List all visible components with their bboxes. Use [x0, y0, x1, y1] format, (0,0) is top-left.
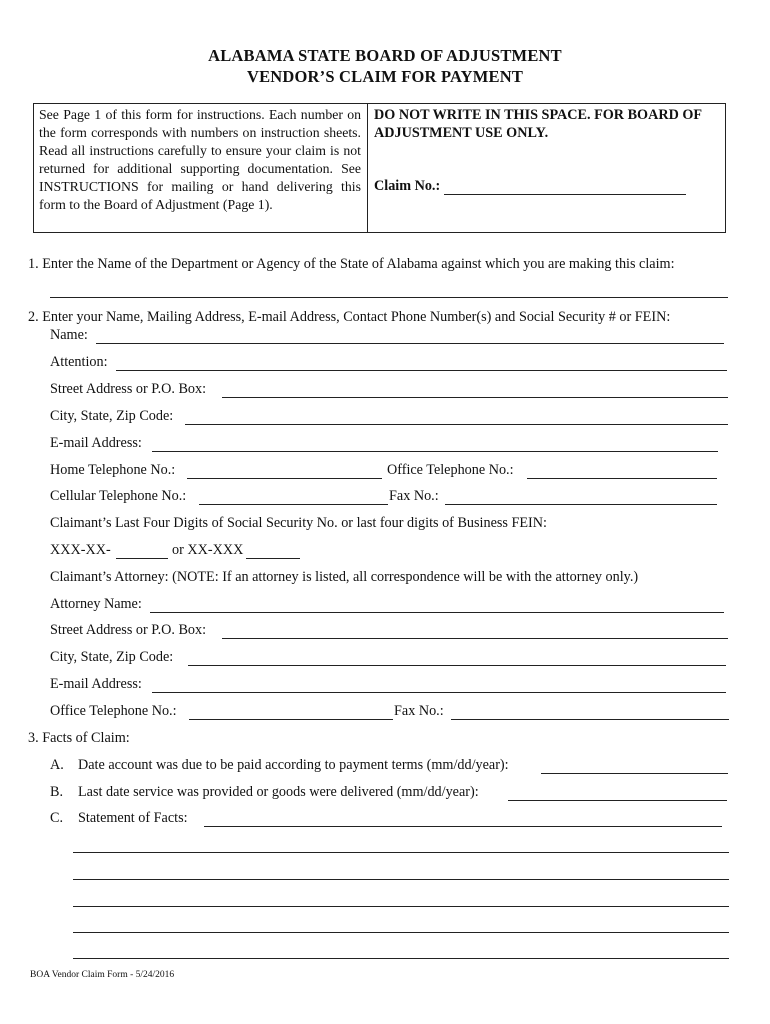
attention-label: Attention:	[50, 354, 108, 370]
street-address-field[interactable]	[222, 397, 728, 398]
item-b-label: Last date service was provided or goods were delivered (mm/dd/year):	[78, 784, 479, 800]
statement-line[interactable]	[73, 879, 729, 880]
ssn-format-label: XXX-XX-	[50, 542, 111, 558]
instructions-box	[33, 103, 726, 233]
item-c-label: Statement of Facts:	[78, 810, 188, 826]
item-a-label: Date account was due to be paid according to payment terms (mm/dd/year):	[78, 757, 509, 773]
cell-phone-label: Cellular Telephone No.:	[50, 488, 187, 504]
item-b-marker: B.	[50, 784, 64, 800]
item-a-marker: A.	[50, 757, 64, 773]
attorney-city-label: City, State, Zip Code:	[50, 649, 174, 665]
attorney-name-label: Attorney Name:	[50, 596, 142, 612]
street-address-label: Street Address or P.O. Box:	[50, 381, 207, 397]
fein-format-label: or XX-XXX	[172, 542, 244, 558]
office-phone-field[interactable]	[527, 478, 717, 479]
office-use-notice: DO NOT WRITE IN THIS SPACE. FOR BOARD OF ADJUSTMENT USE ONLY.	[374, 107, 702, 141]
claim-number-field[interactable]	[444, 194, 686, 195]
attorney-note: Claimant’s Attorney: (NOTE: If an attorney is listed, all correspondence will be with the attorney only.)	[50, 569, 639, 585]
attorney-street-label: Street Address or P.O. Box:	[50, 622, 207, 638]
item-c-marker: C.	[50, 810, 64, 826]
city-state-zip-label: City, State, Zip Code:	[50, 408, 174, 424]
section-3-heading: 3. Facts of Claim:	[28, 730, 130, 746]
attorney-email-field[interactable]	[152, 692, 726, 693]
home-phone-label: Home Telephone No.:	[50, 462, 176, 478]
home-phone-field[interactable]	[187, 478, 382, 479]
attorney-email-label: E-mail Address:	[50, 676, 142, 692]
statement-line[interactable]	[73, 932, 729, 933]
due-date-field[interactable]	[541, 773, 728, 774]
form-footer: BOA Vendor Claim Form - 5/24/2016	[30, 970, 175, 980]
statement-of-facts-field[interactable]	[204, 826, 722, 827]
fax-field[interactable]	[445, 504, 717, 505]
form-title: ALABAMA STATE BOARD OF ADJUSTMENT	[208, 46, 562, 65]
attention-field[interactable]	[116, 370, 727, 371]
attorney-city-field[interactable]	[188, 665, 726, 666]
fax-label: Fax No.:	[389, 488, 439, 504]
name-field[interactable]	[96, 343, 724, 344]
statement-line[interactable]	[73, 906, 729, 907]
ssn-fein-instruction: Claimant’s Last Four Digits of Social Security No. or last four digits of Business FEIN:	[50, 515, 547, 531]
form-subtitle: VENDOR’S CLAIM FOR PAYMENT	[246, 67, 524, 86]
claim-number-label: Claim No.:	[374, 178, 441, 194]
city-state-zip-field[interactable]	[185, 424, 728, 425]
name-label: Name:	[50, 327, 88, 343]
cell-phone-field[interactable]	[199, 504, 388, 505]
instructions-text: See Page 1 of this form for instructions. Each number on the form corresponds with numbers on instruction sheets. Read all instructions carefully to ensure your claim is not returned for additional supporting documentation. See INSTRUCTIONS for mailing or hand delivering this form to the Board of Adjustment (Page 1).	[39, 107, 361, 212]
attorney-name-field[interactable]	[150, 612, 724, 613]
statement-line[interactable]	[73, 852, 729, 853]
fein-last-four-field[interactable]	[246, 558, 300, 559]
section-1-heading: 1. Enter the Name of the Department or Agency of the State of Alabama against which you are making this claim:	[28, 256, 675, 272]
attorney-office-phone-label: Office Telephone No.:	[50, 703, 177, 719]
attorney-office-phone-field[interactable]	[189, 719, 393, 720]
agency-name-field[interactable]	[50, 297, 728, 298]
box-divider	[367, 104, 368, 232]
email-label: E-mail Address:	[50, 435, 142, 451]
office-phone-label: Office Telephone No.:	[387, 462, 514, 478]
attorney-fax-field[interactable]	[451, 719, 729, 720]
statement-line[interactable]	[73, 958, 729, 959]
attorney-fax-label: Fax No.:	[394, 703, 444, 719]
last-service-date-field[interactable]	[508, 800, 727, 801]
ssn-last-four-field[interactable]	[116, 558, 168, 559]
attorney-street-field[interactable]	[222, 638, 728, 639]
email-field[interactable]	[152, 451, 718, 452]
section-2-heading: 2. Enter your Name, Mailing Address, E-mail Address, Contact Phone Number(s) and Social Security # or FEIN:	[28, 309, 671, 325]
